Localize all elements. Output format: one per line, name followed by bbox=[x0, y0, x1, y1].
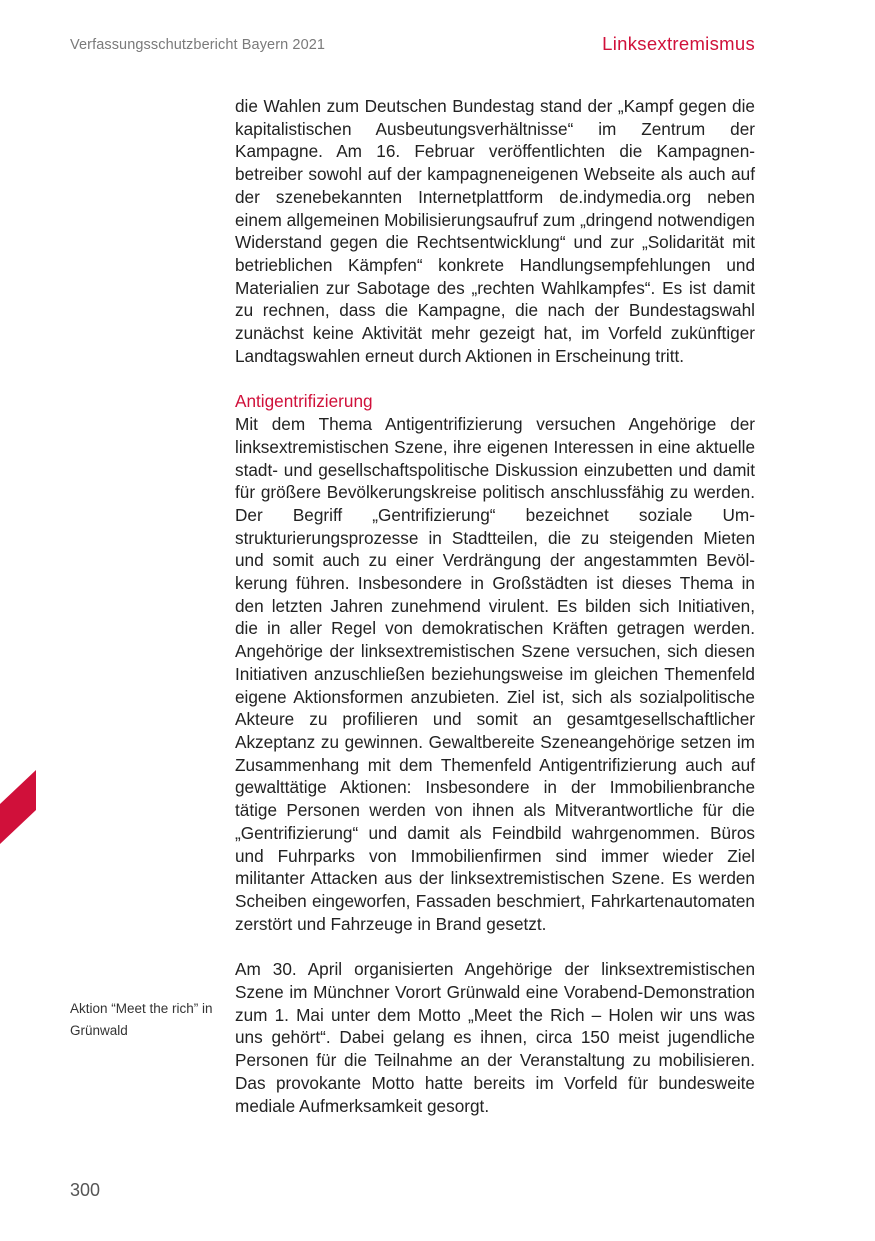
body-paragraph-3: Am 30. April organisierten Angehörige der linksextremistischen Szene im Münchner Vorort Grünwald eine Vorabend-Demonstration zum 1. Mai unter dem Motto „Meet the Rich – Holen wir uns was uns gehört“. Dabei gelang es ihnen, circa 150 meist jugendliche Personen für die Teilnahme an der Veranstaltung zu mobilisieren. Das provokante Motto hatte bereits im Vorfeld für bundesweite mediale Aufmerksamkeit gesorgt. bbox=[235, 959, 755, 1116]
page-number: 300 bbox=[70, 1180, 101, 1200]
margin-note: Aktion “Meet the rich” in Grünwald bbox=[70, 1001, 213, 1038]
running-header-publication: Verfassungsschutzbericht Bayern 2021 bbox=[70, 37, 326, 53]
chapter-side-marker bbox=[0, 770, 36, 844]
body-paragraph-1: die Wahlen zum Deutschen Bundestag stand der „Kampf gegen die kapitalistischen Ausbeutungsverhältnisse“ im Zentrum der Kampagne. Am 16. Februar veröffentlichten die Kampagnenbetreiber sowohl auf der kampagneneigenen Webseite als auch auf der szenebekannten Internetplattform de.indymedia.org neben einem allgemeinen Mobilisierungsaufruf zum „dringend notwendigen Widerstand gegen die Rechtsentwicklung“ und zur „Solidarität mit betrieblichen Kämpfen“ konkrete Handlungsempfehlungen und Materialien zur Sabotage des „rechten Wahlkampfes“. Es ist damit zu rechnen, dass die Kampagne, die nach der Bundestagswahl zunächst keine Aktivität mehr gezeigt hat, im Vorfeld zukünftiger Landtagswahlen erneut durch Aktionen in Erscheinung tritt. bbox=[235, 96, 755, 366]
section-heading-antigentrifizierung: Antigentrifizierung bbox=[235, 391, 373, 412]
body-paragraph-2: Mit dem Thema Antigentrifizierung versuchen Angehörige der linksextremistischen Szene, ihre eigenen Interessen in eine aktuelle stadt- und gesellschaftspolitische Diskussion einzubetten und damit für größere Bevölkerungskreise politisch anschlussfähig zu werden. Der Begriff „Gentrifizierung“ bezeichnet soziale Umstrukturierungsprozesse in Stadtteilen, die zu steigenden Mieten und somit auch zu einer Verdrängung der angestammten Bevölkerung führen. Insbesondere in Großstädten ist dieses Thema in den letzten Jahren zunehmend virulent. Es bilden sich Initiativen, die in aller Regel von demokratischen Kräften getragen werden. Angehörige der linksextremistischen Szene versuchen, sich diesen Initiativen anzuschließen beziehungsweise im gleichen Themenfeld eigene Aktionsformen anzubieten. Ziel ist, sich als sozialpolitische Akteure zu profilieren und somit an gesamtgesellschaftlicher Akzeptanz zu gewinnen. Gewaltbereite Szeneangehörige setzen im Zusammenhang mit dem Themenfeld Antigentrifizierung auch auf gewalttätige Aktionen: Insbesondere in der Immobilienbranche tätige Personen werden von ihnen als Mitverantwortliche für die „Gentrifizierung“ und damit als Feindbild wahrgenommen. Büros und Fuhrparks von Immobilienfirmen sind immer wieder Ziel militanter Attacken aus der linksextremistischen Szene. Es werden Scheiben eingeworfen, Fassaden beschmiert, Fahrkartenautomaten zerstört und Fahrzeuge in Brand gesetzt. bbox=[235, 414, 755, 934]
running-header-chapter: Linksextremismus bbox=[602, 33, 755, 54]
main-text-column bbox=[235, 95, 755, 1117]
chapter-side-marker-shape bbox=[0, 770, 36, 844]
